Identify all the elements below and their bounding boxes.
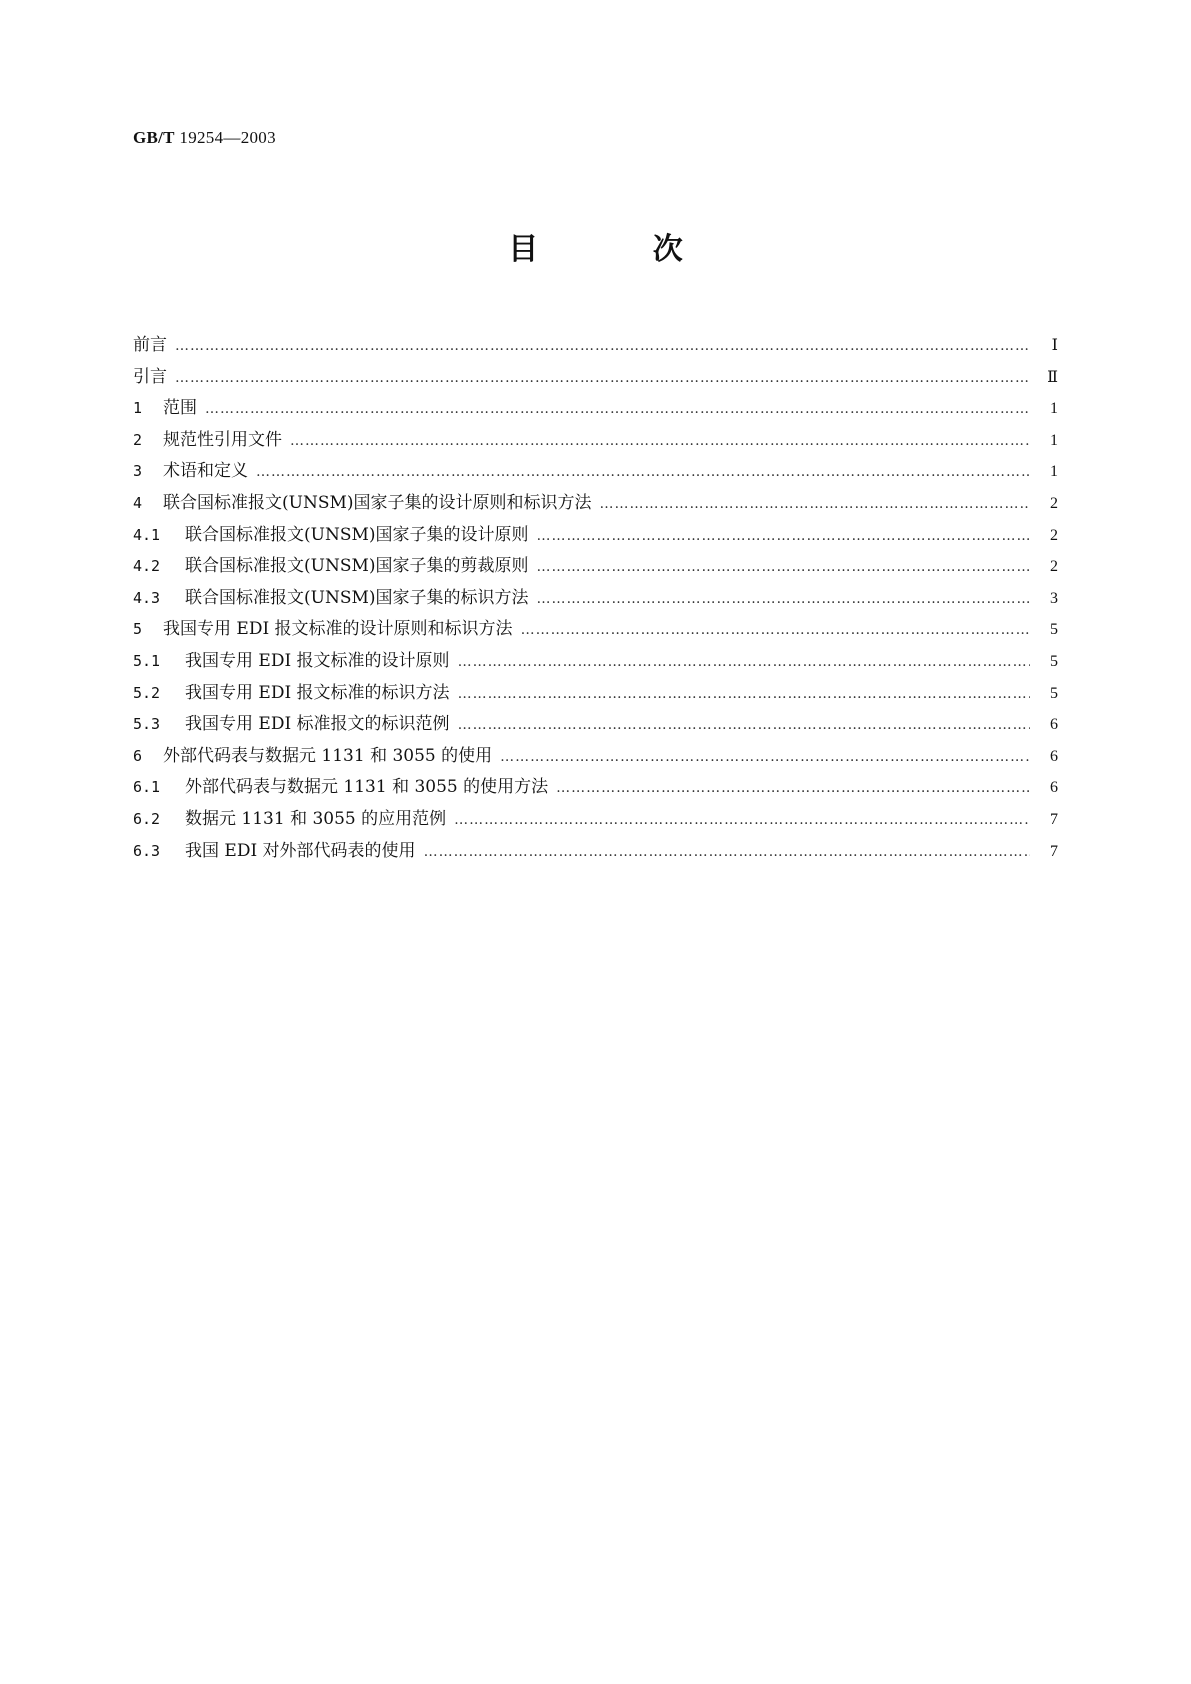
dot-leader xyxy=(175,370,1030,386)
standard-number xyxy=(133,128,276,148)
dot-leader xyxy=(537,528,1030,544)
toc-entry-title: 我国 EDI 对外部代码表的使用 xyxy=(185,840,416,861)
toc-entry-5-2[interactable] xyxy=(133,678,1058,710)
dot-leader xyxy=(454,812,1030,828)
dot-leader xyxy=(500,749,1030,765)
toc-entry-number: 6.3 xyxy=(133,841,161,860)
toc-entry-page: 7 xyxy=(1050,810,1058,828)
toc-entry-page: 2 xyxy=(1050,526,1058,544)
dot-leader xyxy=(205,401,1030,417)
toc-entry-number: 5.3 xyxy=(133,715,161,734)
toc-entry-title: 数据元 1131 和 3055 的应用范例 xyxy=(185,808,447,829)
dot-leader xyxy=(458,686,1030,702)
dot-leader xyxy=(175,338,1030,354)
toc-entry-page: 2 xyxy=(1050,558,1058,576)
dot-leader xyxy=(521,622,1030,638)
toc-entry-page: Ⅱ xyxy=(1047,368,1058,386)
toc-entry-page: 1 xyxy=(1050,400,1058,418)
toc-entry-number: 6.1 xyxy=(133,778,161,797)
dot-leader xyxy=(600,496,1030,512)
dot-leader xyxy=(556,780,1030,796)
toc-entry-title: 我国专用 EDI 报文标准的设计原则 xyxy=(185,650,450,671)
dot-leader xyxy=(424,844,1030,860)
toc-entry-title: 我国专用 EDI 标准报文的标识范例 xyxy=(185,714,450,735)
toc-entry-title: 术语和定义 xyxy=(163,461,248,482)
toc-entry-number: 6 xyxy=(133,746,143,765)
toc-entry-number: 1 xyxy=(133,399,143,418)
toc-entry-4-1[interactable] xyxy=(133,520,1058,552)
toc-entry-number: 4.3 xyxy=(133,588,161,607)
toc-entry-5[interactable] xyxy=(133,614,1058,646)
toc-entry-number: 4.2 xyxy=(133,557,161,576)
dot-leader xyxy=(537,559,1030,575)
toc-entry-page: 6 xyxy=(1050,779,1058,797)
dot-leader xyxy=(537,591,1030,607)
toc-entry-6-3[interactable] xyxy=(133,836,1058,868)
toc-entry-4[interactable] xyxy=(133,488,1058,520)
toc-entry-title: 前言 xyxy=(133,335,167,355)
page-title: 目 次 xyxy=(508,232,735,267)
toc-entry-5-1[interactable] xyxy=(133,646,1058,678)
toc-entry-page: 6 xyxy=(1050,747,1058,765)
toc-entry-page: 6 xyxy=(1050,716,1058,734)
toc-entry-6-1[interactable] xyxy=(133,772,1058,804)
toc-entry-title: 联合国标准报文(UNSM)国家子集的设计原则和标识方法 xyxy=(163,492,592,513)
toc-entry-foreword[interactable] xyxy=(133,330,1058,362)
toc-entry-title: 引言 xyxy=(133,366,167,387)
toc-entry-4-3[interactable] xyxy=(133,583,1058,615)
toc-entry-introduction[interactable] xyxy=(133,362,1058,394)
toc-entry-number: 3 xyxy=(133,462,143,481)
toc-entry-6[interactable] xyxy=(133,741,1058,773)
toc-entry-number: 5 xyxy=(133,620,143,639)
toc-entry-number: 4.1 xyxy=(133,525,161,544)
dot-leader xyxy=(458,717,1030,733)
toc-entry-number: 5.1 xyxy=(133,651,161,670)
toc-entry-1[interactable] xyxy=(133,393,1058,425)
toc-entry-page: Ⅰ xyxy=(1051,337,1058,354)
toc-entry-page: 5 xyxy=(1050,684,1058,702)
toc-entry-title: 外部代码表与数据元 1131 和 3055 的使用方法 xyxy=(185,777,549,798)
toc-entry-4-2[interactable] xyxy=(133,551,1058,583)
dot-leader xyxy=(256,464,1030,480)
toc-entry-page: 1 xyxy=(1050,431,1058,449)
standard-prefix: GB/T xyxy=(133,128,175,147)
toc-entry-2[interactable] xyxy=(133,425,1058,457)
toc-entry-title: 联合国标准报文(UNSM)国家子集的标识方法 xyxy=(185,587,529,608)
toc-entry-title: 联合国标准报文(UNSM)国家子集的剪裁原则 xyxy=(185,556,529,577)
table-of-contents xyxy=(133,330,1058,867)
toc-entry-5-3[interactable] xyxy=(133,709,1058,741)
toc-entry-title: 联合国标准报文(UNSM)国家子集的设计原则 xyxy=(185,524,529,545)
toc-entry-page: 1 xyxy=(1050,463,1058,481)
toc-entry-number: 2 xyxy=(133,430,143,449)
toc-entry-page: 2 xyxy=(1050,494,1058,512)
toc-entry-page: 3 xyxy=(1050,589,1058,607)
toc-entry-title: 我国专用 EDI 报文标准的设计原则和标识方法 xyxy=(163,619,513,640)
dot-leader xyxy=(290,433,1030,449)
toc-entry-title: 我国专用 EDI 报文标准的标识方法 xyxy=(185,682,450,703)
toc-entry-number: 6.2 xyxy=(133,809,161,828)
toc-entry-3[interactable] xyxy=(133,456,1058,488)
toc-entry-6-2[interactable] xyxy=(133,804,1058,836)
toc-entry-page: 5 xyxy=(1050,652,1058,670)
standard-code: 19254—2003 xyxy=(179,128,276,147)
toc-entry-number: 5.2 xyxy=(133,683,161,702)
toc-entry-page: 5 xyxy=(1050,621,1058,639)
toc-entry-title: 范围 xyxy=(163,398,197,419)
toc-entry-title: 规范性引用文件 xyxy=(163,429,282,450)
dot-leader xyxy=(458,654,1030,670)
toc-entry-title: 外部代码表与数据元 1131 和 3055 的使用 xyxy=(163,745,493,766)
toc-entry-number: 4 xyxy=(133,493,143,512)
toc-entry-page: 7 xyxy=(1050,842,1058,860)
